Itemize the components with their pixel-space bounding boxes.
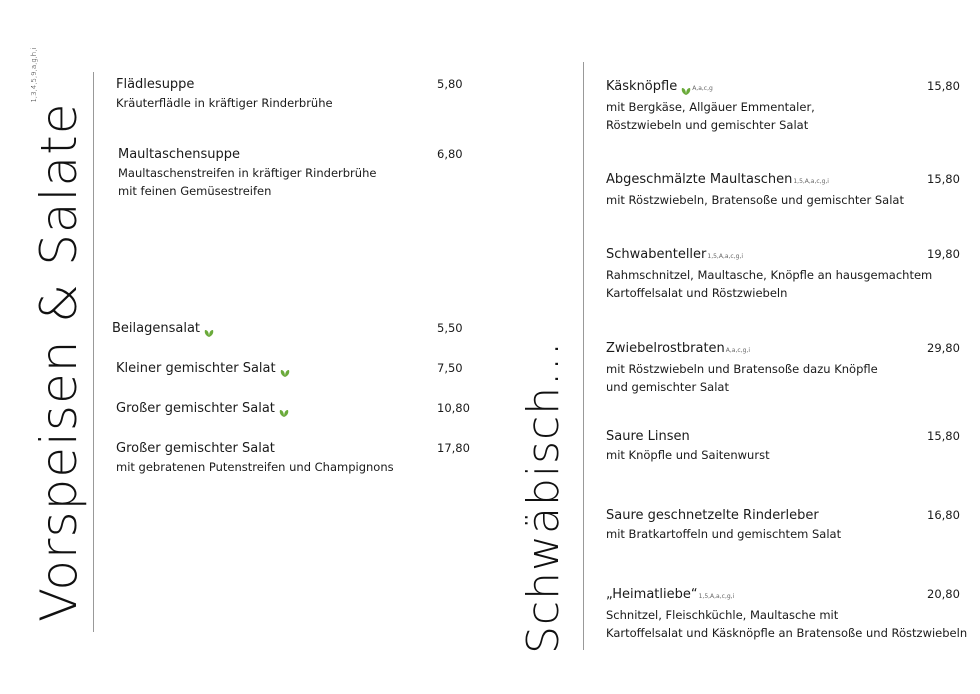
item-name: Kleiner gemischter Salat [116, 361, 276, 376]
menu-item [606, 586, 967, 642]
item-price: 5,80 [437, 77, 463, 91]
menu-item [116, 76, 333, 112]
item-price: 10,80 [437, 401, 470, 415]
item-description: Rahmschnitzel, Maultasche, Knöpfle an hausgemachtem [606, 268, 933, 282]
item-description: mit gebratenen Putenstreifen und Champignons [116, 460, 394, 474]
menu-item [606, 428, 770, 464]
item-description: mit Bergkäse, Allgäuer Emmentaler, [606, 100, 815, 114]
item-allergens: A,a,c,g [692, 85, 713, 92]
menu-item [116, 440, 394, 476]
menu-item [118, 146, 376, 200]
section-title-vorspeisen [30, 48, 88, 622]
item-name: Flädlesuppe [116, 77, 195, 92]
item-description: mit Bratkartoffeln und gemischtem Salat [606, 527, 842, 541]
menu-item [116, 400, 289, 418]
item-name: Käsknöpfle [606, 79, 678, 94]
menu-item [116, 360, 290, 378]
vegetarian-leaf-icon [280, 365, 290, 373]
item-price: 29,80 [927, 341, 960, 355]
divider-left [93, 72, 94, 632]
item-allergens: 1,5,A,a,c,g,i [698, 593, 735, 600]
title-text: Vorspeisen & Salate [30, 102, 88, 622]
item-name: Abgeschmälzte Maultaschen [606, 172, 793, 187]
divider-right [583, 62, 584, 650]
item-description: Maultaschenstreifen in kräftiger Rinderbrühe [118, 166, 377, 180]
title-allergens: 1,3,4,5,9,a,g,h,i [30, 47, 38, 103]
item-description: und gemischter Salat [606, 380, 729, 394]
item-description: Röstzwiebeln und gemischter Salat [606, 118, 809, 132]
vegetarian-leaf-icon [681, 83, 691, 91]
item-allergens: 1,5,A,a,c,g,i [793, 178, 829, 185]
item-name: Saure Linsen [606, 429, 690, 444]
item-price: 15,80 [927, 79, 960, 93]
menu-item [606, 171, 904, 209]
item-price: 19,80 [927, 247, 960, 261]
menu-item [606, 507, 841, 543]
item-description: Kartoffelsalat und Röstzwiebeln [606, 286, 788, 300]
item-description: Kartoffelsalat und Käsknöpfle an Bratensoße und Röstzwiebeln [606, 626, 968, 640]
item-price: 5,50 [437, 321, 463, 335]
item-name: Schwabenteller [606, 247, 707, 262]
item-price: 16,80 [927, 508, 960, 522]
vegetarian-leaf-icon [279, 405, 289, 413]
item-description: Schnitzel, Fleischküchle, Maultasche mit [606, 608, 839, 622]
item-allergens: A,a,c,g,i [725, 347, 750, 354]
item-name: Saure geschnetzelte Rinderleber [606, 508, 819, 523]
item-name: „Heimatliebe“ [606, 587, 698, 602]
item-price: 15,80 [927, 429, 960, 443]
item-name: Zwiebelrostbraten [606, 341, 725, 356]
item-description: Kräuterflädle in kräftiger Rinderbrühe [116, 96, 333, 110]
item-price: 6,80 [437, 147, 463, 161]
item-price: 17,80 [437, 441, 470, 455]
item-price: 15,80 [927, 172, 960, 186]
section-title-schwaebisch: Schwäbisch... [518, 340, 569, 654]
menu-item [112, 320, 214, 338]
menu-item [606, 340, 878, 396]
item-name: Maultaschensuppe [118, 147, 241, 162]
item-price: 20,80 [927, 587, 960, 601]
item-name: Großer gemischter Salat [116, 441, 275, 456]
menu-item [606, 246, 932, 302]
item-price: 7,50 [437, 361, 463, 375]
item-description: mit Röstzwiebeln, Bratensoße und gemischter Salat [606, 193, 904, 207]
vegetarian-leaf-icon [204, 325, 214, 333]
item-allergens: 1,5,A,a,c,g,i [707, 253, 744, 260]
item-description: mit Röstzwiebeln und Bratensoße dazu Knöpfle [606, 362, 878, 376]
item-name: Großer gemischter Salat [116, 401, 275, 416]
menu-item [606, 78, 815, 134]
item-description: mit feinen Gemüsestreifen [118, 184, 272, 198]
item-name: Beilagensalat [112, 321, 201, 336]
item-description: mit Knöpfle und Saitenwurst [606, 448, 770, 462]
